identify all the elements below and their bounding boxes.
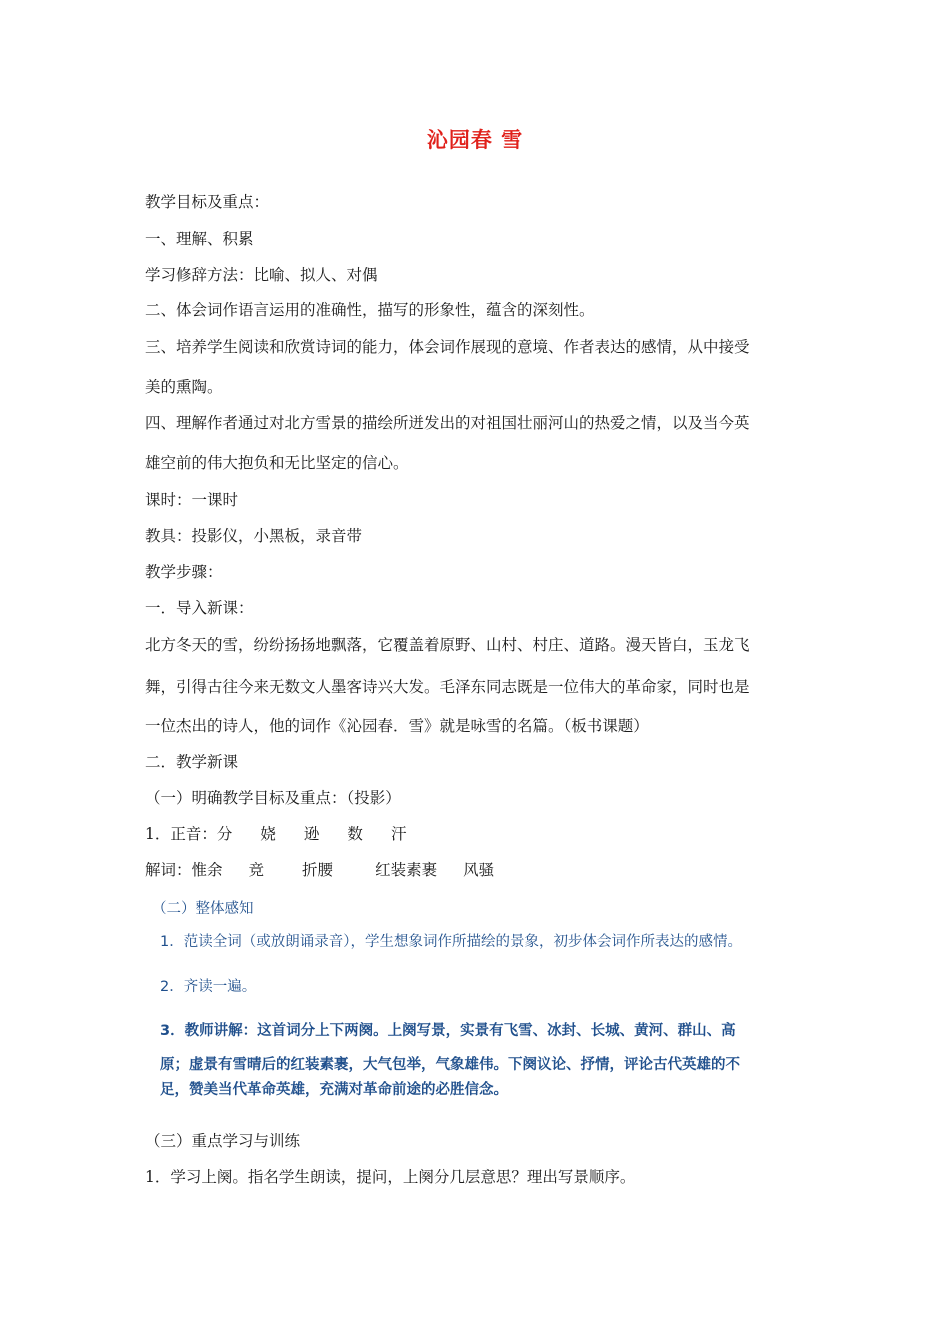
text-line: 北方冬天的雪，纷纷扬扬地飘落，它覆盖着原野、山村、村庄、道路。漫天皆白，玉龙飞 <box>145 636 750 654</box>
blue-line: 2．齐读一遍。 <box>160 979 257 995</box>
text-line: 教学步骤： <box>145 563 223 581</box>
text-line: 一、理解、积累 <box>145 230 254 248</box>
text-line: 美的熏陶。 <box>145 378 223 396</box>
blue-line: 原；虚景有雪晴后的红装素裹，大气包举，气象雄伟。下阕议论、抒情，评论古代英雄的不 <box>160 1057 740 1073</box>
pron-char: 分 <box>216 825 233 843</box>
pron-char: 娆 <box>260 825 276 843</box>
text-line: 教具：投影仪，小黑板，录音带 <box>145 527 363 545</box>
vocab-word: 折腰 <box>302 861 334 879</box>
pronunciation-line <box>145 824 406 844</box>
blue-line: 3．教师讲解：这首词分上下两阕。上阕写景，实景有飞雪、冰封、长城、黄河、群山、高 <box>160 1023 736 1039</box>
text-line: （一）明确教学目标及重点：（投影） <box>145 789 401 807</box>
text-line: 教学目标及重点： <box>145 193 270 211</box>
text-line: 二．教学新课 <box>145 753 239 771</box>
pron-char: 数 <box>347 825 363 843</box>
text-line: 舞，引得古往今来无数文人墨客诗兴大发。毛泽东同志既是一位伟大的革命家，同时也是 <box>145 678 750 696</box>
text-line: 一位杰出的诗人，他的词作《沁园春．雪》就是咏雪的名篇。（板书课题） <box>145 717 649 735</box>
pronunciation-label: 1．正音： <box>145 825 217 843</box>
pron-char: 逊 <box>303 825 320 843</box>
vocab-word: 红装素裹 <box>375 861 438 879</box>
document-title: 沁园春 雪 <box>426 127 524 152</box>
vocabulary-label: 解词： <box>145 861 192 879</box>
vocab-word: 竞 <box>248 861 265 879</box>
text-line: 1．学习上阕。指名学生朗读，提问，上阕分几层意思？理出写景顺序。 <box>145 1168 636 1186</box>
vocab-word: 惟余 <box>191 861 223 879</box>
blue-heading: （二）整体感知 <box>152 901 254 917</box>
pron-char: 汗 <box>390 825 407 843</box>
text-line: 四、理解作者通过对北方雪景的描绘所迸发出的对祖国壮丽河山的热爱之情，以及当今英 <box>145 414 750 432</box>
text-line: 课时：一课时 <box>145 491 239 509</box>
text-line: 三、培养学生阅读和欣赏诗词的能力，体会词作展现的意境、作者表达的感情，从中接受 <box>145 338 750 356</box>
text-line: 二、体会词作语言运用的准确性，描写的形象性，蕴含的深刻性。 <box>145 301 595 319</box>
vocabulary-line <box>145 860 494 880</box>
vocab-word: 风骚 <box>463 861 495 879</box>
text-line: 雄空前的伟大抱负和无比坚定的信心。 <box>145 454 409 472</box>
blue-line: 1．范读全词（或放朗诵录音），学生想象词作所描绘的景象，初步体会词作所表达的感情。 <box>160 934 742 950</box>
text-line: （三）重点学习与训练 <box>145 1132 301 1150</box>
blue-line: 足，赞美当代革命英雄，充满对革命前途的必胜信念。 <box>160 1082 508 1098</box>
text-line: 学习修辞方法：比喻、拟人、对偶 <box>145 266 378 284</box>
text-line: 一．导入新课： <box>145 599 254 617</box>
